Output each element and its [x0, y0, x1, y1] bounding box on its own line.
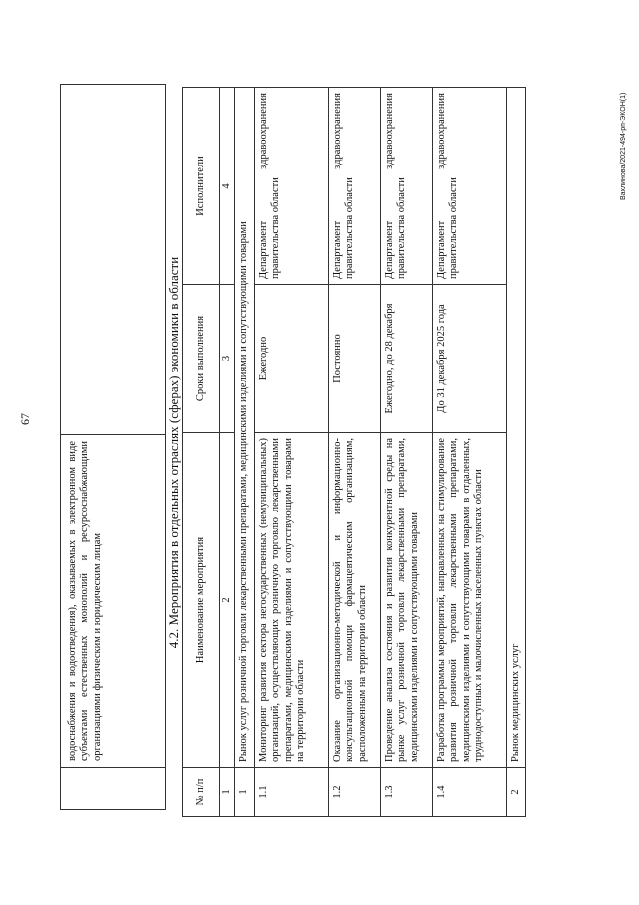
- section-title: 4.2. Мероприятия в отдельных отраслях (сферах) экономики в области: [166, 256, 181, 649]
- measure-term: Ежегодно, до 28 декабря: [380, 285, 432, 433]
- measure-term: Постоянно: [328, 285, 380, 433]
- table-row: [380, 88, 432, 817]
- row-number: 1.1: [254, 768, 328, 817]
- measure-name: Проведение анализа состояния и развития конкурентной среды на рынке услуг розничной торговли лекарственными препаратами, медицинскими изделиями и сопутствующими товарами: [380, 433, 432, 768]
- column-number-row: [220, 88, 235, 817]
- header-cell-term: Сроки выполнения: [183, 285, 220, 433]
- row-number: 1: [235, 768, 254, 817]
- table-header-row: [183, 88, 220, 817]
- row-number: 1.3: [380, 768, 432, 817]
- table-row: [254, 88, 328, 817]
- table-cell: [61, 768, 166, 810]
- document-id: Вахлинова/2021-494-рп-ЭКОН(1): [620, 92, 627, 200]
- table-row: [506, 88, 525, 817]
- table-cell: водоснабжения и водоотведения), оказываемых в электронном виде субъектами естественных монополий и ресурсоснабжающими организациями физическим и юридическим лицам: [61, 435, 166, 768]
- measure-name: Разработка программы мероприятий, направленных на стимулирование развития розничной торговли лекарственными препаратами, медицинскими изделиями и сопутствующими товарами в отдаленных, труднодоступных и малочисленных населенных пунктах области: [432, 433, 506, 768]
- table-row: [61, 85, 166, 810]
- table-row: [432, 88, 506, 817]
- header-cell-executor: Исполнители: [183, 88, 220, 285]
- table-cell: [61, 85, 166, 435]
- measure-executor: Департамент здравоохранения правительства области: [254, 88, 328, 285]
- header-cell-number: № п/п: [183, 768, 220, 817]
- measure-executor: Департамент здравоохранения правительства области: [380, 88, 432, 285]
- measure-name: Мониторинг развития сектора негосударственных (немуниципальных) организаций, осуществляющих розничную торговлю лекарственными препаратами, медицинскими изделиями и сопутствующими товарами на территории области: [254, 433, 328, 768]
- header-cell-name: Наименование мероприятия: [183, 433, 220, 768]
- measure-term: До 31 декабря 2025 года: [432, 285, 506, 433]
- row-number: 1.2: [328, 768, 380, 817]
- column-number: 2: [220, 433, 235, 768]
- measure-term: Ежегодно: [254, 285, 328, 433]
- previous-table-fragment: [60, 84, 166, 810]
- measure-executor: Департамент здравоохранения правительства области: [432, 88, 506, 285]
- section-row-title: Рынок медицинских услуг: [506, 88, 525, 768]
- column-number: 1: [220, 768, 235, 817]
- row-number: 1.4: [432, 768, 506, 817]
- table-row: [235, 88, 254, 817]
- column-number: 4: [220, 88, 235, 285]
- row-number: 2: [506, 768, 525, 817]
- column-number: 3: [220, 285, 235, 433]
- page-number: 67: [18, 413, 32, 425]
- measure-executor: Департамент здравоохранения правительства области: [328, 88, 380, 285]
- table-row: [328, 88, 380, 817]
- measure-name: Оказание организационно-методической и информационно-консультационной помощи фармацевтическим организациям, расположенным на территории области: [328, 433, 380, 768]
- section-row-title: Рынок услуг розничной торговли лекарственными препаратами, медицинскими изделиями и сопутствующими товарами: [235, 88, 254, 768]
- measures-table: [182, 87, 526, 817]
